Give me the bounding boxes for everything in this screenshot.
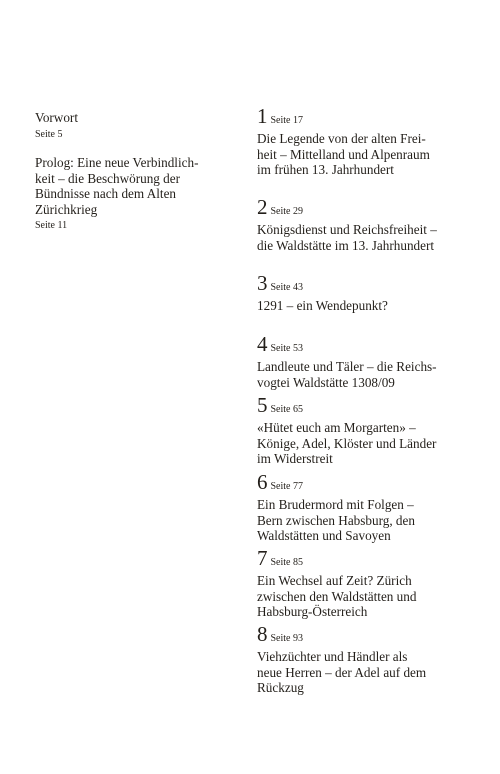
chapter-title: Viehzüchter und Händler als neue Herren – der Adel auf dem Rückzug <box>257 649 427 695</box>
chapter-page: Seite 29 <box>270 206 303 217</box>
chapter-number: 3 <box>257 271 268 295</box>
toc-chapter-1[interactable] <box>257 106 482 178</box>
chapter-page: Seite 77 <box>270 481 303 492</box>
toc-entry-vorwort[interactable] <box>35 110 235 141</box>
chapter-page: Seite 85 <box>270 557 303 568</box>
toc-chapter-6[interactable] <box>257 472 482 544</box>
toc-chapter-3[interactable] <box>257 273 482 314</box>
entry-page: Seite 11 <box>35 220 68 231</box>
chapter-title: Landleute und Täler – die Reichs- vogtei Waldstätte 1308/09 <box>257 359 437 390</box>
chapter-title: «Hütet euch am Morgarten» – Könige, Adel, Klöster und Länder im Widerstreit <box>257 420 437 466</box>
chapter-page: Seite 53 <box>270 343 303 354</box>
chapter-title: Ein Wechsel auf Zeit? Zürich zwischen den Waldstätten und Habsburg-Österreich <box>257 573 417 619</box>
toc-chapter-5[interactable] <box>257 395 482 467</box>
chapter-number: 2 <box>257 195 268 219</box>
entry-title: Prolog: Eine neue Verbindlich- keit – die Beschwörung der Bündnisse nach dem Alten Zürichkrieg <box>35 155 199 217</box>
chapter-title: Königsdienst und Reichsfreiheit – die Waldstätte im 13. Jahrhundert <box>257 222 437 253</box>
toc-entry-prolog[interactable] <box>35 155 235 232</box>
chapter-page: Seite 93 <box>270 633 303 644</box>
chapter-page: Seite 17 <box>270 115 303 126</box>
toc-chapter-2[interactable] <box>257 197 482 253</box>
toc-chapter-8[interactable] <box>257 624 482 696</box>
chapter-number: 4 <box>257 332 268 356</box>
chapter-title: 1291 – ein Wendepunkt? <box>257 298 388 313</box>
entry-page: Seite 5 <box>35 128 63 140</box>
chapter-title: Die Legende von der alten Frei- heit – Mittelland und Alpenraum im frühen 13. Jahrhundert <box>257 131 430 177</box>
chapter-number: 1 <box>257 104 268 128</box>
chapter-page: Seite 43 <box>270 282 303 293</box>
chapter-number: 5 <box>257 393 268 417</box>
chapter-number: 7 <box>257 546 268 570</box>
toc-chapter-4[interactable] <box>257 334 482 390</box>
chapter-number: 8 <box>257 622 268 646</box>
toc-chapter-7[interactable] <box>257 548 482 620</box>
chapter-title: Ein Brudermord mit Folgen – Bern zwischen Habsburg, den Waldstätten und Savoyen <box>257 497 415 543</box>
entry-title: Vorwort <box>35 110 78 125</box>
chapter-page: Seite 65 <box>270 404 303 415</box>
chapter-number: 6 <box>257 470 268 494</box>
